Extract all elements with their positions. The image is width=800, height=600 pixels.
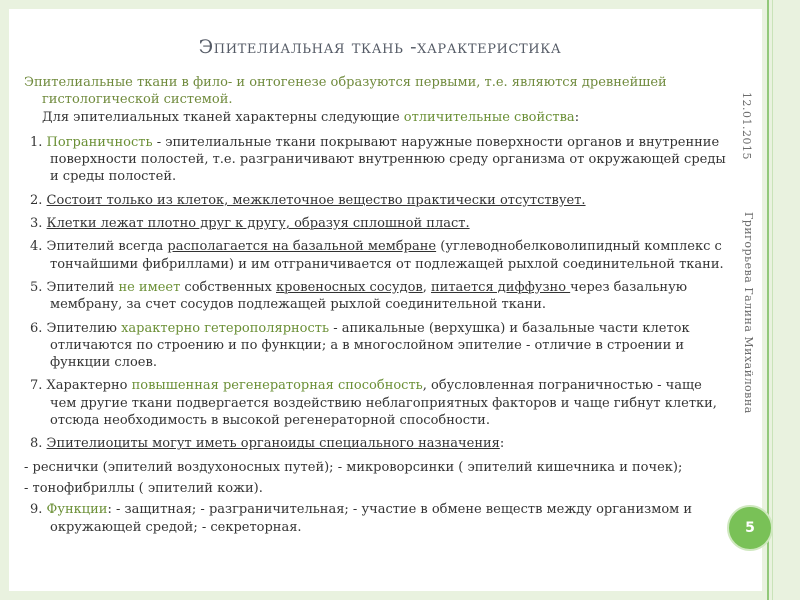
item-text: - апикальные (верхушка) и базальные части клеток отличаются по строению и по функции; а в многослойном эпителие - отличие в строении и функции слоев. (50, 320, 690, 371)
list-number: 7. (30, 378, 47, 394)
item-text: , обусловленная пограничностью - чаще чем другие ткани подвергается воздействию неблагоприятных факторов и чаще гибнут клетки, отсюда необходимость в высокой регенераторной способности. (50, 378, 717, 429)
item-highlight: характерно гетерополярность (121, 320, 330, 336)
item-title: Пограничность (46, 134, 153, 150)
item-text: , (422, 279, 431, 295)
item-highlight: повышенная регенераторная способность (131, 378, 423, 394)
item-text: Эпителию (46, 320, 122, 336)
frame-accent-line (767, 0, 769, 600)
list-item-6 (24, 320, 730, 372)
list-number: 3. (30, 216, 47, 232)
list-number: 2. (30, 192, 47, 208)
list-item-1 (24, 134, 730, 186)
list-item-3 (24, 215, 730, 232)
list-number: 1. (30, 134, 47, 150)
slide-body (24, 74, 730, 542)
item-text: : (499, 436, 505, 452)
list-number: 5. (30, 279, 47, 295)
list-item-8 (24, 435, 730, 452)
item-text: через базальную мембрану, за счет сосудов подлежащей рыхлой соединительной ткани. (50, 279, 688, 313)
intro-line-2-highlight: отличительные свойства (403, 109, 575, 125)
slide-title: Эпителиальная ткань -характеристика (198, 36, 562, 58)
item-underlined: питается диффузно (431, 279, 571, 295)
page-number-badge: 5 (727, 505, 773, 551)
list-item-2 (24, 192, 730, 209)
list-item-5 (24, 279, 730, 314)
item-underlined: располагается на базальной мембране (167, 239, 437, 255)
intro-line-1: Эпителиальные ткани в фило- и онтогенезе образуются первыми, т.е. являются древнейшей гистологической системой. (24, 75, 667, 108)
item-text: - эпителиальные ткани покрывают наружные поверхности органов и внутренние поверхности полостей, т.е. разграничивают внутреннюю среду организма от окружающей среды и среды полостей. (50, 134, 726, 185)
item-underlined: кровеносных сосудов (276, 279, 423, 295)
item-text: собственных (180, 279, 276, 295)
list-item-9 (24, 501, 730, 536)
item-highlight: Функции (46, 502, 108, 518)
sub-item-1: - реснички (эпителий воздухоносных путей); - микроворсинки ( эпителий кишечника и почек); (24, 459, 683, 475)
slide-date: 12.01.2015 (740, 92, 753, 160)
item-text: Клетки лежат плотно друг к другу, образуя сплошной пласт. (46, 216, 470, 232)
item-text: Эпителий всегда (46, 239, 168, 255)
frame-top (0, 0, 800, 9)
item-highlight: не имеет (118, 279, 181, 295)
frame-accent-line-thin (772, 0, 773, 600)
list-number: 9. (30, 502, 47, 518)
list-item-7 (24, 377, 730, 429)
intro-line-2-prefix: Для эпителиальных тканей характерны следующие (42, 109, 404, 125)
sub-item-2: - тонофибриллы ( эпителий кожи). (24, 480, 263, 496)
frame-bottom (0, 591, 800, 600)
item-underlined: Эпителиоциты могут иметь органоиды специального назначения (46, 436, 500, 452)
item-text: (углеводнобелковолипидный комплекс с тончайшими фибриллами) и им отграничивается от подлежащей рыхлой соединительной ткани. (50, 239, 724, 272)
intro-line-2-suffix: : (574, 109, 580, 125)
item-text: Состоит только из клеток, межклеточное вещество практически отсутствует. (46, 192, 586, 208)
item-text: : - защитная; - разграничительная; - участие в обмене веществ между организмом и окружающей средой; - секреторная. (50, 502, 693, 535)
list-number: 8. (30, 436, 47, 452)
list-number: 4. (30, 239, 47, 255)
slide-author: Григорьева Галина Михайловна (742, 212, 755, 414)
list-item-4 (24, 238, 730, 273)
intro-paragraph (24, 74, 730, 126)
item-text: Характерно (46, 378, 132, 394)
item-text: Эпителий (46, 279, 119, 295)
list-number: 6. (30, 320, 47, 336)
frame-left (0, 0, 9, 600)
